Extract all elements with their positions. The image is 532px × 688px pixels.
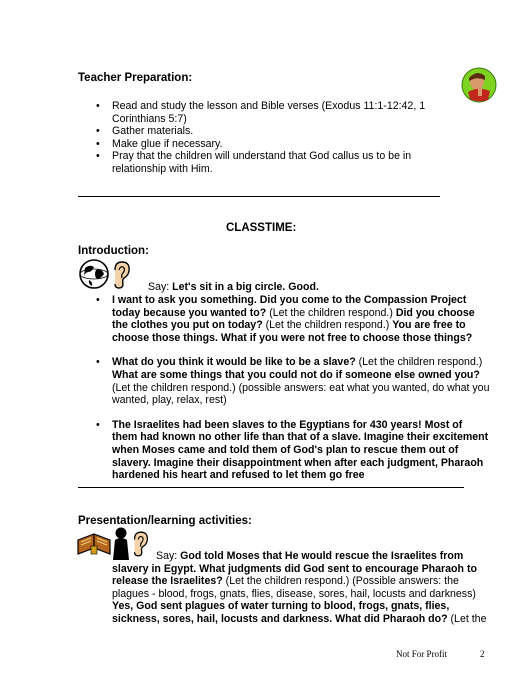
- list-item: • I want to ask you something. Did you come to the Compassion Project today because you wanted to? (Let the children respond.) Did you choose the clothes you put on today? (Let the children respond.) You are free to choose those things. What if you were not free to choose those things?: [90, 294, 490, 344]
- footer-label: Not For Profit: [396, 649, 448, 659]
- page-number: 2: [480, 649, 485, 659]
- teacher-prep-list: [90, 100, 440, 176]
- list-item: • Gather materials.: [90, 125, 440, 138]
- introduction-list: [90, 294, 490, 482]
- list-item: • Make glue if necessary.: [90, 138, 440, 151]
- bible-icon: [76, 530, 112, 558]
- say-text: Let's sit in a big circle. Good.: [172, 281, 319, 293]
- teacher-prep-heading: Teacher Preparation:: [78, 72, 193, 84]
- list-item: • The Israelites had been slaves to the Egyptians for 430 years! Most of them had known no other life than that of a slave. Imagine their excitement when Moses came and told them of God's plan to rescue them out of slavery. Imagine their disappointment when after each judgment, Pharaoh hardened his heart and refused to let them go free: [90, 419, 490, 482]
- list-item: • Read and study the lesson and Bible verses (Exodus 11:1-12:42, 1 Corinthians 5:7): [90, 100, 440, 125]
- presentation-text: Say: God told Moses that He would rescue the Israelites from slavery in Egypt. What judgments did God sent to encourage Pharaoh to release the Israelites? (Let the children respond.) (Possible answers: the plagues - blood, frogs, gnats, flies, disease, sores, hail, locusts and darkness) Yes, God sent plagues of water turning to blood, frogs, gnats, flies, sickness, sores, hail, locusts and darkness. What did Pharaoh do? (Let the: [112, 550, 487, 625]
- divider: [78, 196, 440, 197]
- say-label: Say:: [148, 281, 170, 293]
- introduction-heading: Introduction:: [78, 245, 149, 257]
- globe-icon: [78, 258, 110, 290]
- intro-say-line: [148, 281, 319, 293]
- list-item: • Pray that the children will understand that God callus us to be in relationship with Him.: [90, 150, 440, 175]
- praying-person-icon: [458, 66, 500, 104]
- list-item: • What do you think it would be like to be a slave? (Let the children respond.) What are some things that you could not do if someone else owned you? (Let the children respond.) (possible answers: eat what you wanted, do what you wanted, play, relax, rest): [90, 356, 490, 406]
- ear-icon: [110, 260, 132, 290]
- divider: [78, 487, 464, 488]
- classtime-title: CLASSTIME:: [226, 222, 297, 234]
- presentation-heading: Presentation/learning activities:: [78, 515, 252, 527]
